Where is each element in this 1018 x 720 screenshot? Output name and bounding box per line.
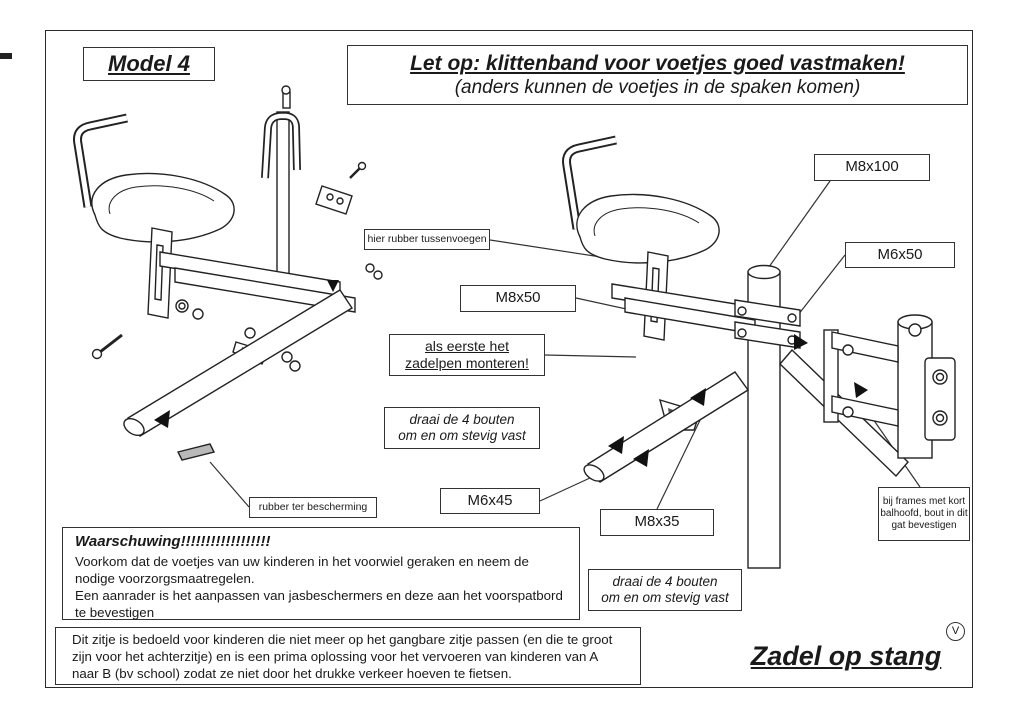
callout-m8x100: M8x100 (814, 154, 930, 181)
head-tube-detail-drawing (824, 315, 955, 458)
warning-line1: Voorkom dat de voetjes van uw kinderen in het voorwiel geraken en neem de (75, 554, 529, 570)
callout-m6x50: M6x50 (845, 242, 955, 268)
scan-artifact-mark (0, 53, 12, 59)
version-badge: V (946, 622, 965, 641)
warning-line2: nodige voorzorgsmaatregelen. (75, 571, 255, 587)
warning-line3: Een aanrader is het aanpassen van jasbeschermers en deze aan het voorspatbord (75, 588, 563, 604)
callout-zadelpen-line1: als eerste het (424, 337, 510, 354)
callout-m8x35: M8x35 (600, 509, 714, 536)
warning-box (62, 527, 580, 620)
warning-line4: te bevestigen (75, 605, 155, 621)
callout-balhoofd (878, 487, 970, 541)
callout-hier-rubber: hier rubber tussenvoegen (364, 229, 490, 250)
callout-draai-1-line1: draai de 4 bouten (409, 411, 515, 427)
info-line1: Dit zitje is bedoeld voor kinderen die niet meer op het gangbare zitje passen (en die te groot (72, 631, 613, 647)
warning-title: Waarschuwing!!!!!!!!!!!!!!!!!! (75, 533, 271, 550)
notice-subtitle: (anders kunnen de voetjes in de spaken komen) (454, 77, 861, 99)
info-line3: naar B (bv school) zodat ze niet door het drukke verkeer hoeven te fietsen. (72, 665, 512, 681)
model-label: Model 4 (83, 47, 215, 81)
left-assembly-drawing (78, 86, 383, 460)
callout-balhoofd-line1: bij frames met kort (882, 495, 966, 507)
center-assembly-drawing (567, 140, 909, 568)
callout-zadelpen (389, 334, 545, 376)
callout-draai-1-line2: om en om stevig vast (398, 428, 526, 443)
callout-m8x50: M8x50 (460, 285, 576, 312)
callout-m6x45: M6x45 (440, 488, 540, 514)
callout-balhoofd-line3: gat bevestigen (891, 520, 957, 532)
page-title-zadel-op-stang: Zadel op stang (750, 640, 942, 671)
callout-draai-bouten-1 (384, 407, 540, 449)
info-line2: zijn voor het achterzitje) en is een prima oplossing voor het vervoeren van kinderen van A (72, 648, 599, 664)
callout-zadelpen-line2: zadelpen monteren! (405, 355, 529, 371)
callout-draai-2-line2: om en om stevig vast (601, 590, 729, 605)
info-box (55, 627, 641, 685)
leader-lines (210, 181, 920, 509)
notice-title: Let op: klittenband voor voetjes goed vastmaken! (410, 51, 905, 75)
callout-rubber-bescherming: rubber ter bescherming (249, 497, 377, 518)
callout-draai-2-line1: draai de 4 bouten (612, 573, 718, 589)
notice-box (347, 45, 968, 105)
callout-balhoofd-line2: balhoofd, bout in dit (880, 507, 968, 519)
callout-draai-bouten-2 (588, 569, 742, 611)
